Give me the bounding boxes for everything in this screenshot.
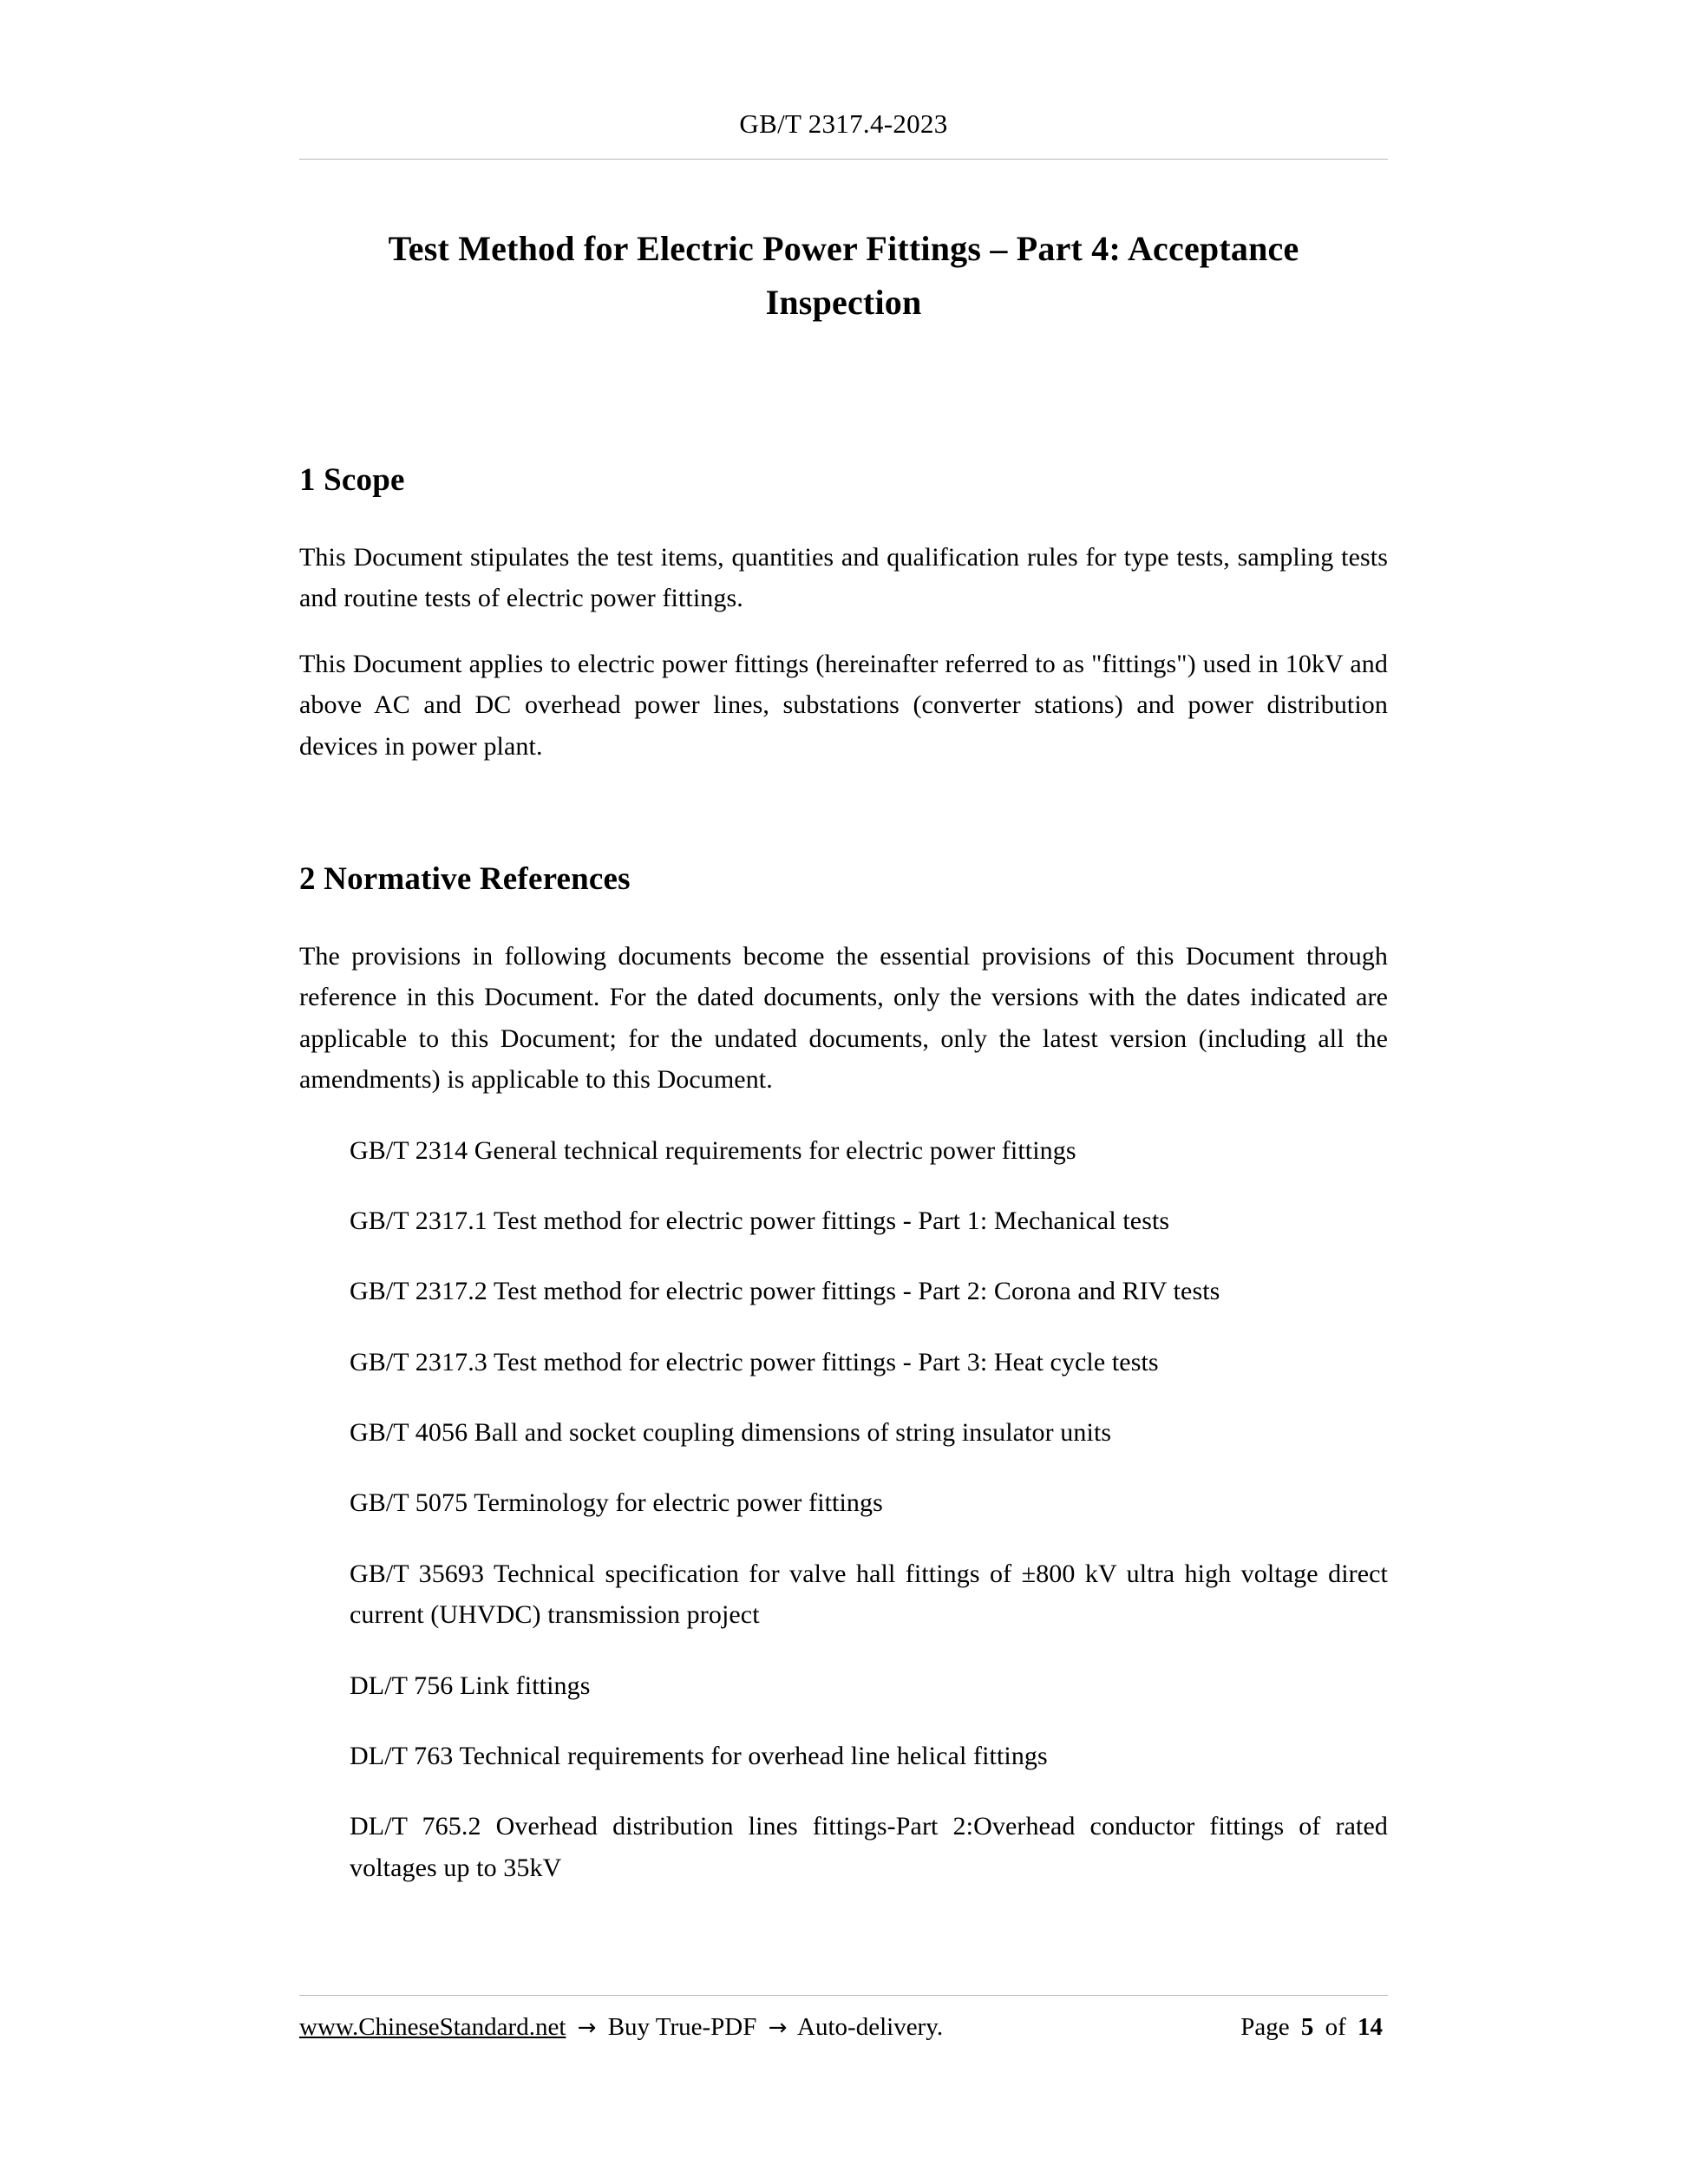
list-item: GB/T 2317.1 Test method for electric power fittings - Part 1: Mechanical tests bbox=[350, 1206, 1170, 1235]
scope-paragraph-1: This Document stipulates the test items, quantities and qualification rules for type tests, sampling tests and routine tests of electric power fittings. bbox=[299, 543, 1388, 613]
page-footer bbox=[299, 1995, 1388, 2042]
standard-code: GB/T 2317.4-2023 bbox=[739, 108, 948, 139]
section-heading-scope: 1 Scope bbox=[299, 462, 405, 498]
page-label: Page bbox=[1240, 2013, 1290, 2041]
section-scope bbox=[299, 461, 1388, 767]
scope-paragraph-2: This Document applies to electric power fittings (hereinafter referred to as "fittings") used in 10kV and above AC and DC overhead power lines, substations (converter stations) and power distribution devices in power plant. bbox=[299, 649, 1388, 761]
list-item: GB/T 2317.3 Test method for electric power fittings - Part 3: Heat cycle tests bbox=[350, 1347, 1159, 1376]
references-paragraph-1: The provisions in following documents become the essential provisions of this Document through reference in this Document. For the dated documents, only the versions with the dates indicated are applicable to this Document; for the undated documents, only the latest version (including all the amendments) is applicable to this Document. bbox=[299, 941, 1388, 1095]
page-header bbox=[299, 0, 1388, 160]
section-heading-references: 2 Normative References bbox=[299, 860, 631, 897]
footer-buy-text: Buy True-PDF bbox=[607, 2013, 757, 2041]
section-normative-references bbox=[299, 860, 1388, 1888]
chinesestandard-link[interactable]: www.ChineseStandard.net bbox=[299, 2013, 566, 2041]
list-item: GB/T 5075 Terminology for electric power fittings bbox=[350, 1488, 883, 1518]
list-item: DL/T 756 Link fittings bbox=[350, 1671, 591, 1700]
list-item: DL/T 765.2 Overhead distribution lines fittings-Part 2:Overhead conductor fittings of rated voltages up to 35kV bbox=[350, 1812, 1388, 1882]
page-content bbox=[299, 0, 1388, 1918]
of-label: of bbox=[1325, 2013, 1346, 2041]
list-item: GB/T 2314 General technical requirements for electric power fittings bbox=[350, 1135, 1076, 1165]
page-total: 14 bbox=[1358, 2013, 1383, 2041]
page-number: 5 bbox=[1300, 2013, 1314, 2041]
arrow-right-icon: → bbox=[768, 2015, 788, 2041]
page-title bbox=[299, 222, 1388, 330]
list-item: GB/T 35693 Technical specification for valve hall fittings of ±800 kV ultra high voltage direct current (UHVDC) transmission project bbox=[350, 1559, 1388, 1630]
title-line-1: Test Method for Electric Power Fittings – Part 4: Acceptance bbox=[388, 229, 1299, 268]
list-item: DL/T 763 Technical requirements for overhead line helical fittings bbox=[350, 1742, 1048, 1771]
title-line-2: Inspection bbox=[765, 283, 922, 322]
list-item: GB/T 4056 Ball and socket coupling dimensions of string insulator units bbox=[350, 1418, 1112, 1448]
footer-left bbox=[299, 2013, 943, 2042]
page-indicator bbox=[1240, 2013, 1388, 2042]
reference-list bbox=[299, 1130, 1388, 1889]
list-item: GB/T 2317.2 Test method for electric power fittings - Part 2: Corona and RIV tests bbox=[350, 1277, 1220, 1306]
arrow-right-icon: → bbox=[577, 2015, 597, 2041]
footer-delivery-text: Auto-delivery. bbox=[797, 2013, 944, 2041]
